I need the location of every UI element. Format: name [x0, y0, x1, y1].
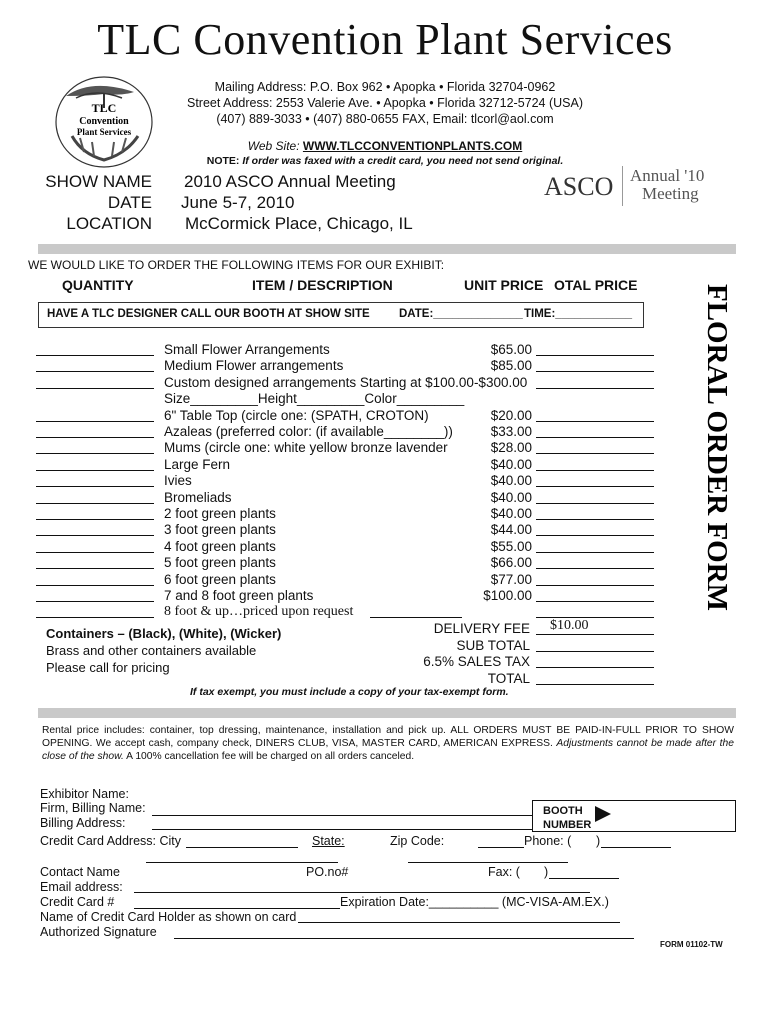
item-unit-price: $40.00 [490, 473, 532, 489]
total-price-field[interactable] [536, 355, 654, 356]
list-item [0, 522, 660, 538]
list-item [0, 506, 660, 522]
col-quantity: QUANTITY [62, 277, 134, 293]
asco-annual: Annual '10 [630, 166, 705, 185]
list-item [0, 391, 660, 407]
list-item [0, 440, 660, 456]
quantity-field[interactable] [36, 453, 154, 454]
quantity-field[interactable] [36, 617, 154, 618]
email-field[interactable] [134, 892, 590, 893]
total-price-field[interactable] [536, 388, 654, 389]
quantity-field[interactable] [36, 552, 154, 553]
total-price-field[interactable] [536, 371, 654, 372]
item-unit-price: $65.00 [490, 342, 532, 357]
website-link[interactable]: WWW.TLCCONVENTIONPLANTS.COM [302, 139, 523, 153]
credit-card-field[interactable] [134, 908, 340, 909]
sales-tax-label: 6.5% SALES TAX [423, 654, 530, 669]
item-unit-price: $40.00 [490, 489, 532, 505]
signature-label: Authorized Signature [40, 925, 157, 939]
zip-label: Zip Code: [390, 834, 445, 848]
total-field[interactable] [536, 684, 654, 685]
list-item [0, 375, 660, 391]
total-price-field[interactable] [536, 421, 654, 422]
quantity-field[interactable] [36, 470, 154, 471]
containers-line3: Please call for pricing [46, 660, 170, 675]
cardholder-label: Name of Credit Card Holder as shown on card [40, 910, 297, 924]
phone-line[interactable] [408, 862, 568, 863]
city-field[interactable] [186, 847, 298, 848]
item-description: Ivies [164, 473, 192, 489]
list-item [0, 555, 660, 571]
quantity-field[interactable] [36, 355, 154, 356]
location-value: McCormick Place, Chicago, IL [185, 214, 413, 233]
location-label: LOCATION [66, 214, 152, 233]
total-label: TOTAL [487, 671, 530, 686]
booth-label: BOOTH [543, 805, 583, 817]
list-item [0, 408, 660, 424]
company-logo [52, 74, 156, 170]
mailing-address: Mailing Address: P.O. Box 962 • Apopka • Florida 32704-0962 [214, 80, 556, 94]
tax-exempt-note: If tax exempt, you must include a copy of your tax-exempt form. [190, 686, 509, 698]
contact-name-label: Contact Name [40, 865, 120, 879]
item-description: 6" Table Top (circle one: (SPATH, CROTON) [164, 407, 429, 423]
total-price-field[interactable] [536, 437, 654, 438]
logo-text-2: Convention [79, 116, 129, 127]
fax-label: Fax: ( [488, 865, 520, 879]
item-unit-price: $77.00 [490, 571, 532, 587]
number-label: NUMBER [543, 819, 592, 831]
item-description: Large Fern [164, 456, 231, 472]
item-unit-price: $33.00 [490, 424, 532, 439]
item-description: 3 foot green plants [164, 522, 276, 538]
list-item [0, 473, 660, 489]
item-description: 5 foot green plants [164, 555, 276, 571]
total-price-field[interactable] [536, 486, 654, 487]
note-label: NOTE: [206, 155, 240, 167]
state-zip-line[interactable] [146, 862, 338, 863]
col-total-price: OTAL PRICE [554, 277, 638, 293]
floral-order-form-title [700, 282, 740, 702]
delivery-fee-value: $10.00 [550, 618, 589, 633]
logo-text-1: TLC [91, 101, 117, 115]
item-unit-price: $66.00 [490, 555, 532, 571]
show-name-value: 2010 ASCO Annual Meeting [184, 172, 396, 191]
item-description: Bromeliads [164, 489, 232, 505]
item-description: Azaleas (preferred color: (if available________)) [164, 424, 453, 439]
date-label: DATE [107, 193, 152, 212]
list-item [0, 457, 660, 473]
terms-italic: Adjustments cannot be made after the close of the show. [42, 738, 734, 762]
asco-logo [544, 166, 724, 210]
total-price-field[interactable] [536, 535, 654, 536]
divider-bar-bottom [38, 708, 736, 718]
list-item [0, 490, 660, 506]
expiration-label: Expiration Date:__________ (MC-VISA-AM.EX.) [340, 895, 609, 909]
note-text: If order was faxed with a credit card, you need not send original. [242, 155, 564, 167]
item-unit-price: $20.00 [490, 407, 532, 423]
arrow-right-icon [595, 806, 611, 822]
divider-bar-top [38, 244, 736, 254]
quantity-field[interactable] [36, 519, 154, 520]
item-unit-price: $40.00 [490, 456, 532, 472]
terms-end: A 100% cancellation fee will be charged on all orders canceled. [126, 751, 415, 762]
col-item: ITEM / DESCRIPTION [252, 277, 393, 293]
firm-billing-label: Firm, Billing Name: [40, 801, 146, 815]
list-item [0, 358, 660, 374]
quantity-field[interactable] [36, 568, 154, 569]
quantity-field[interactable] [36, 421, 154, 422]
phone-field[interactable] [601, 847, 671, 848]
quantity-field[interactable] [36, 585, 154, 586]
designer-date[interactable]: DATE:______________ [399, 308, 523, 320]
subtotal-field[interactable] [536, 651, 654, 652]
sales-tax-field[interactable] [536, 667, 654, 668]
delivery-fee-field[interactable] [536, 620, 654, 635]
item-description: Size_________Height_________Color_________ [164, 391, 465, 407]
state-label: State: [312, 834, 345, 848]
logo-text-3: Plant Services [76, 127, 132, 137]
list-item [0, 539, 660, 555]
po-no-label: PO.no# [306, 865, 349, 879]
terms-text [42, 724, 734, 763]
phone-email: (407) 889-3033 • (407) 880-0655 FAX, Email: tlcorl@aol.com [216, 112, 554, 126]
designer-call-box[interactable] [38, 302, 644, 328]
total-price-field[interactable] [536, 519, 654, 520]
total-price-field[interactable] [536, 601, 654, 602]
item-unit-price: $85.00 [490, 358, 532, 374]
quantity-field[interactable] [36, 437, 154, 438]
fax-close-paren: ) [544, 865, 549, 879]
list-item [0, 342, 660, 358]
credit-card-label: Credit Card # [40, 895, 115, 909]
request-line[interactable] [370, 617, 462, 618]
subtotal-label: SUB TOTAL [456, 638, 530, 653]
asco-logo-text: ASCO [544, 172, 614, 201]
total-price-field[interactable] [536, 503, 654, 504]
asco-meeting: Meeting [642, 184, 699, 203]
billing-address-field[interactable] [152, 829, 532, 830]
item-description: 2 foot green plants [164, 506, 276, 521]
total-price-field[interactable] [536, 568, 654, 569]
page-title: TLC Convention Plant Services [97, 15, 673, 64]
item-unit-price: $44.00 [490, 522, 532, 538]
fax-field[interactable] [549, 878, 619, 879]
website-line [150, 138, 620, 154]
item-unit-price: $100.00 [483, 588, 532, 603]
order-intro: WE WOULD LIKE TO ORDER THE FOLLOWING ITEMS FOR OUR EXHIBIT: [28, 258, 445, 272]
total-price-field[interactable] [536, 453, 654, 454]
side-title-text: FLORAL ORDER FORM [701, 284, 733, 612]
billing-address-label: Billing Address: [40, 816, 126, 830]
zip-field[interactable] [478, 847, 524, 848]
quantity-field[interactable] [36, 535, 154, 536]
show-name-label: SHOW NAME [45, 172, 152, 191]
signature-field[interactable] [174, 938, 634, 939]
quantity-field[interactable] [36, 371, 154, 372]
list-item [0, 424, 660, 440]
delivery-fee-label: DELIVERY FEE [433, 621, 530, 636]
containers-title: Containers – (Black), (White), (Wicker) [46, 626, 282, 641]
quantity-field[interactable] [36, 486, 154, 487]
terms-main: Rental price includes: container, top dressing, maintenance, installation and pick up. ALL ORDERS MUST BE PAID-IN-FULL PRIOR TO SHOW OPENING. We accept cash, company check, DINERS CLUB, VISA, MASTER CARD, AMERICAN EXPRESS. [42, 725, 734, 749]
item-description: Custom designed arrangements Starting at $100.00-$300.00 [164, 374, 528, 390]
list-item [0, 572, 660, 588]
designer-call-text: HAVE A TLC DESIGNER CALL OUR BOOTH AT SHOW SITE [47, 308, 370, 320]
item-description: 7 and 8 foot green plants [164, 588, 314, 603]
item-unit-price: $40.00 [490, 506, 532, 521]
total-price-field[interactable] [536, 470, 654, 471]
date-value: June 5-7, 2010 [181, 193, 295, 212]
cc-address-city-label: Credit Card Address: City [40, 834, 182, 848]
item-description: Medium Flower arrangements [164, 358, 344, 374]
phone-label: Phone: ( [524, 834, 572, 848]
item-description: Small Flower Arrangements [164, 342, 330, 357]
cardholder-field[interactable] [298, 922, 620, 923]
firm-billing-field[interactable] [152, 815, 532, 816]
quantity-field[interactable] [36, 601, 154, 602]
website-label: Web Site: [247, 139, 300, 153]
quantity-field[interactable] [36, 388, 154, 389]
item-description: 6 foot green plants [164, 571, 276, 587]
exhibitor-name-label: Exhibitor Name: [40, 787, 129, 801]
list-item [0, 588, 660, 604]
total-price-field[interactable] [536, 585, 654, 586]
phone-close-paren: ) [596, 834, 601, 848]
item-description: 8 foot & up…priced upon request [164, 604, 354, 620]
street-address: Street Address: 2553 Valerie Ave. • Apopka • Florida 32712-5724 (USA) [186, 96, 584, 110]
booth-number-box[interactable] [532, 800, 736, 832]
email-label: Email address: [40, 880, 123, 894]
col-unit-price: UNIT PRICE [464, 277, 544, 293]
item-description: 4 foot green plants [164, 538, 276, 554]
containers-line2: Brass and other containers available [46, 643, 257, 658]
total-price-field[interactable] [536, 552, 654, 553]
form-number: FORM 01102-TW [660, 940, 723, 949]
item-unit-price: $28.00 [490, 440, 532, 456]
designer-time[interactable]: TIME:____________ [524, 308, 633, 320]
item-description: Mums (circle one: white yellow bronze lavender [164, 440, 448, 456]
item-unit-price: $55.00 [490, 538, 532, 554]
quantity-field[interactable] [36, 503, 154, 504]
